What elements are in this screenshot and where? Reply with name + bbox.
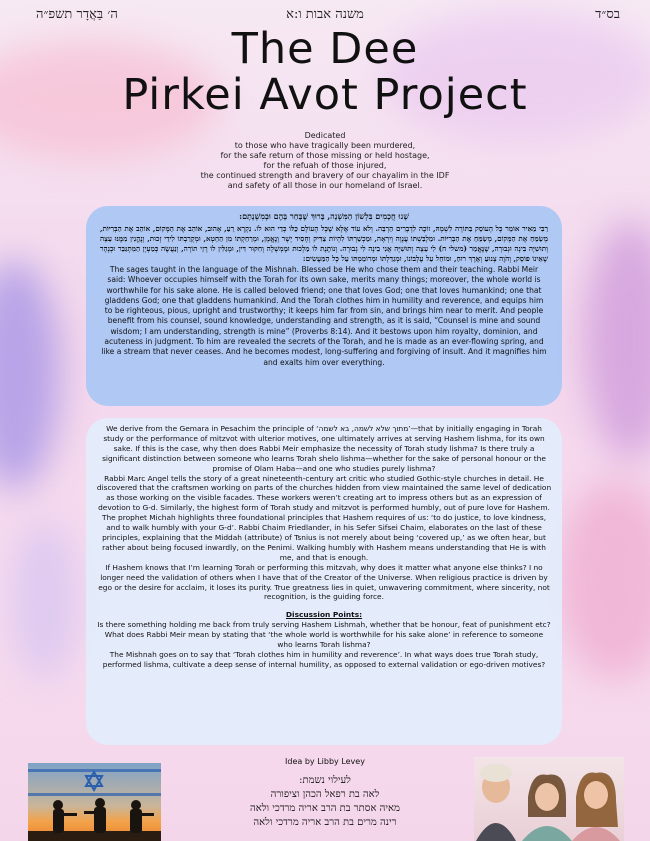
mishnah-reference: משנה אבות ו:א: [286, 7, 364, 22]
commentary-paragraph: We derive from the Gemara in Pesachim the principle of ‘מתוך שלא לשמה, בא לשמה’—that by initially engaging in Torah study or the performance of mitzvot with ulterior motives, one ultimately arrives at serving Hashem lishma, for its own sake. If this is the case, why then does Rabbi Meir emphasize the necessity of Torah study lishma? Is there truly a significant distinction between someone who learns Torah shelo lishma—whether for the sake of personal honour or the promise of Olam Haba—and one who studies purely lishma?: [102, 424, 546, 473]
commentary-paragraph: If Hashem knows that I’m learning Torah or performing this mitzvah, why does it matter what anyone else thinks? I no longer need the validation of others when I have that of the Creator of the Universe. When religious practice is driven by ego or the desire for acclaim, it loses its purity. True greatness lies in quiet, unwavering commitment, where sincerity, not recognition, is the guiding force.: [98, 562, 550, 602]
watercolor-flower: [585, 220, 650, 460]
memorial-name: מאיה אסתר בת הרב אריה מרדכי ולאה: [250, 803, 400, 814]
soldiers-silhouette-image: [28, 763, 161, 841]
memorial-photo: [474, 757, 624, 841]
discussion-point: What does Rabbi Meir mean by stating that ‘the whole world is worthwhile for his sake alone’ in reference to someone who learns Torah lishma?: [104, 630, 544, 650]
memorial-name: רינה מרים בת הרב אריה מרדכי ולאה: [253, 817, 397, 828]
dedication: [0, 131, 650, 191]
dedication-line: to those who have tragically been murdered,: [234, 141, 416, 150]
bsd-label: בס״ד: [595, 7, 620, 22]
discussion-point: The Mishnah goes on to say that ‘Torah clothes him in humility and reverence’. In what ways does true Torah study, performed lishma, cultivate a deep sense of internal humility, as opposed to external validation or ego-driven motives?: [102, 649, 546, 669]
page-title: [0, 26, 650, 118]
memorial-title: לעילוי נשמת:: [299, 775, 351, 786]
commentary-paragraph: Rabbi Marc Angel tells the story of a great nineteenth-century art critic who studied Gothic-style churches in detail. He discovered that the craftsmen working on parts of the churches hidden from view maintained the same level of dedication as those working on the visible facades. These workers weren’t creating art to impress others but as an expression of devotion to G-d. Similarly, the highest form of Torah study and mitzvot is performed humbly, out of pure love for Hashem.: [96, 473, 552, 513]
mishnah-box: [86, 206, 562, 406]
watercolor-flower: [10, 520, 80, 680]
idea-credit: Idea by Libby Levey: [285, 757, 365, 766]
discussion-title: Discussion Points:: [285, 610, 363, 620]
commentary-box: [86, 418, 562, 745]
dedication-line: Dedicated: [304, 131, 346, 140]
dedication-line: for the safe return of those missing or held hostage,: [220, 151, 430, 160]
memorial-dedication: [205, 774, 445, 830]
watercolor-flower: [555, 480, 650, 680]
title-line-1: The Dee: [231, 24, 419, 74]
discussion-point: Is there something holding me back from truly serving Hashem Lishmah, whether that be honour, feat of punishment etc?: [97, 620, 551, 630]
dedication-line: for the refuah of those injured,: [263, 161, 387, 170]
title-line-2: Pirkei Avot Project: [122, 70, 528, 120]
header-bar: [0, 4, 650, 26]
mishnah-hebrew-text: רַבִּי מֵאִיר אוֹמֵר כָּל הָעוֹסֵק בַּתּוֹרָה לִשְׁמָהּ, זוֹכֶה לִדְבָרִים הַרְבֵּה. וְלֹא עוֹד אֶלָּא שֶׁכָּל הָעוֹלָם כֻּלּוֹ כְּדַי הוּא לוֹ. נִקְרָא רֵעַ, אָהוּב, אוֹהֵב אֶת הַמָּקוֹם, אוֹהֵב אֶת הַבְּרִיּוֹת, מְשַׂמֵּחַ אֶת הַמָּקוֹם, מְשַׂמֵּחַ אֶת הַבְּרִיּוֹת. וּמַלְבַּשְׁתּוֹ עֲנָוָה וְיִרְאָה, וּמַכְשַׁרְתּוֹ לִהְיוֹת צַדִּיק וְחָסִיד יָשָׁר וְנֶאֱמָן, וּמְרַחַקְתּוֹ מִן הַחֵטְא, וּמְקָרַבְתּוֹ לִידֵי זְכוּת, וְנֶהֱנִין מִמֶּנּוּ עֵצָה וְתוּשִׁיָּה בִּינָה וּגְבוּרָה, שֶׁנֶּאֱמַר (משלי ח) לִי עֵצָה וְתוּשִׁיָּה אֲנִי בִינָה לִי גְבוּרָה. וְנוֹתֶנֶת לוֹ מַלְכוּת וּמֶמְשָׁלָה וְחִקּוּר דִּין, וּמְגַלִּין לוֹ רָזֵי תוֹרָה, וְנַעֲשֶׂה כְּמַעְיָן הַמִּתְגַּבֵּר וּכְנָהָר שֶׁאֵינוֹ פוֹסֵק, וְהֹוֶה צָנוּעַ וְאֶרֶךְ רוּחַ, וּמוֹחֵל עַל עֶלְבּוֹנוֹ, וּמְגַדַּלְתּוֹ וּמְרוֹמַמְתּוֹ עַל כָּל הַמַּעֲשִׂים:: [100, 224, 548, 263]
hebrew-date: ה׳ בַּאֲדָר תשפ״ה: [36, 7, 118, 22]
soldiers-flag-photo: [28, 763, 161, 841]
three-girls-image: [474, 757, 624, 841]
dedication-line: the continued strength and bravery of our chayalim in the IDF: [200, 171, 450, 180]
dedication-line: and safety of all those in our homeland of Israel.: [227, 181, 423, 190]
mishnah-hebrew-heading: שָׁנוּ חֲכָמִים בִּלְשׁוֹן הַמִּשְׁנָה, בָּרוּךְ שֶׁבָּחַר בָּהֶם וּבְמִשְׁנָתָם:: [239, 211, 409, 221]
memorial-name: לאה בת רפאל הכהן וציפורה: [270, 789, 380, 800]
mishnah-english-translation: The sages taught in the language of the Mishnah. Blessed be He who chose them and their teaching. Rabbi Meir said: Whoever occupies himself with the Torah for its own sake, merits many things; moreover, the whole world is worthwhile for his sake alone. He is called beloved friend; one that loves God; one that loves humankind; one that gladdens God; one that gladdens humankind. And the Torah clothes him in humility and reverence, and equips him to be righteous, pious, upright and trustworthy; it keeps him far from sin, and brings him near to merit. And people benefit from his counsel, sound knowledge, understanding and strength, as it is said, “Counsel is mine and sound wisdom; I am understanding, strength is mine” (Proverbs 8:14). And it bestows upon him royalty, dominion, and acuteness in judgment. To him are revealed the secrets of the Torah, and he is made as an ever-flowing spring, and like a stream that never ceases. And he becomes modest, long-suffering and forgiving of insult. And it magnifies him and exalts him over everything.: [101, 265, 547, 367]
commentary-paragraph: The prophet Michah highlights three foundational principles that Hashem requires of us: ‘to do justice, to love kindness, and to walk humbly with your G-d’. Rabbi Chaim Friedlander, in his Sefer Sifsei Chaim, elaborates on the last of these principles, explaining that the Middah (attribute) of Tsnius is not merely about being ‘covered up,’ as we often hear, but rather about being focused inwardly, on the Penimi. Walking humbly with Hashem means understanding that He is with me, and that is enough.: [101, 513, 547, 562]
watercolor-flower: [0, 260, 60, 490]
